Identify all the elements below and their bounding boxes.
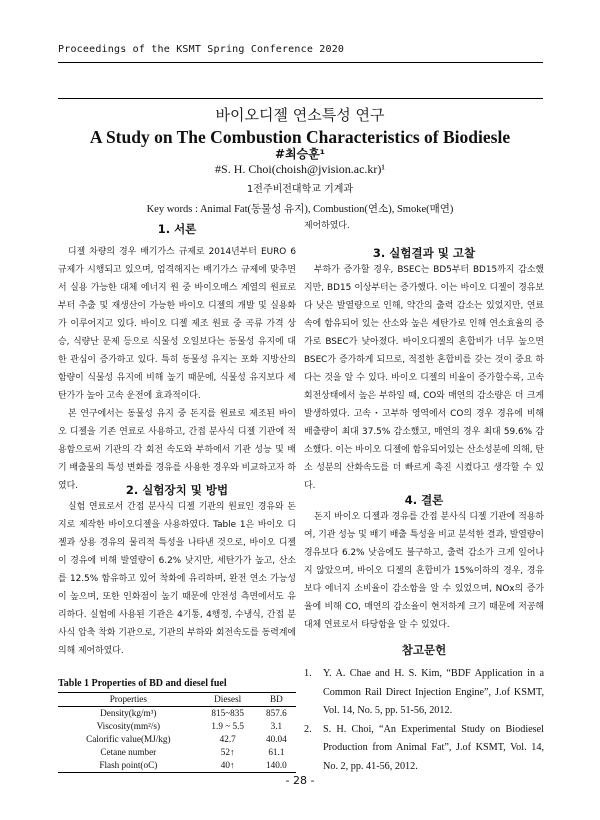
table-row	[58, 746, 296, 759]
results-column	[304, 261, 544, 495]
reference-list	[304, 665, 544, 776]
method-paragraph-1: 실험 연료로서 간접 분사식 디젤 기관의 원료인 경유와 돈지로 제작한 바이오디젤을 사용하였다. Table 1은 바이오 디젤과 상용 경유의 물리적 특성을 나타낸 것으로, 바이오 디젤이 경유에 비해 발열량이 6.2% 낮지만, 세탄가가 높고, 산소를 12.5% 함유하고 있어 착화에 유리하며, 완전 연소 가능성이 높으며, 또한 인화점이 높기 때문에 안전성 측면에서도 유리하다. 실험에 사용된 기관은 4기통, 4행정, 수냉식, 간접 분사식 압축 착화 기관으로, 기관의 부하와 회전속도를 동력계에 의해 제어하였다.	[58, 502, 296, 656]
table-row	[58, 720, 296, 733]
table-cell: Density(kg/m³)	[100, 708, 157, 718]
table-cell: 40.04	[266, 734, 287, 744]
section-heading-references: 참고문헌	[401, 643, 447, 657]
table-caption: Table 1 Properties of BD and diesel fuel	[58, 678, 227, 689]
title-korean: 바이오디젤 연소특성 연구	[215, 106, 385, 124]
table-cell: Flash point(oC)	[58, 759, 199, 773]
table-header-cell: Diesesl	[199, 693, 257, 707]
table-row	[58, 707, 296, 721]
properties-table	[58, 692, 296, 773]
reference-item	[304, 665, 544, 721]
conclusion-paragraph-1: 돈지 바이오 디젤과 경유를 간접 분사식 디젤 기관에 적용하여, 기관 성능 및 배기 배출 특성을 비교 분석한 결과, 발열량이 경유보다 6.2% 낮음에도 불구하고, 출력 감소가 크게 일어나지 않았으며, 바이오 디젤의 혼합비가 15%이하의 경우, 경유보다 에너지 소비율이 감소함을 알 수 있었으며, NOx의 증가율에 비해 CO, 매연의 감소율이 현저하게 크기 때문에 저공해 대체 연료로서 타당함을 알 수 있었다.	[304, 512, 544, 630]
reference-number: 2.	[304, 723, 312, 735]
table-cell: 815~835	[211, 708, 244, 718]
author-korean: #최승훈¹	[274, 147, 326, 161]
table-cell: 140.0	[257, 759, 296, 773]
intro-paragraph-1: 디젤 차량의 경우 배기가스 규제로 2014년부터 EURO 6 규제가 시행되고 있으며, 엄격해지는 배기가스 규제에 맞추면서 실용 가능한 대체 에너지 원 중 바이오매스 계열의 원료로부터 추출 및 재생산이 가능한 바이오 디젤의 개발 및 실용화가 이루어지고 있다. 바이오 디젤 제조 원료 중 곡류 가격 상승, 식량난 문제 등으로 식물성 오일보다는 동물성 유지에 대한 관심이 증가하고 있다. 특히 동물성 유지는 포화 지방산의 함량이 식물성 유지에 비해 높기 때문에, 식물성 유지보다 세탄가가 높아 고속 운전에 효과적이다.	[58, 247, 296, 401]
title-rule	[58, 98, 543, 99]
header-rule	[58, 62, 543, 63]
affiliation: 1전주비전대학교 기계과	[246, 184, 354, 195]
method-continuation: 제어하였다.	[304, 221, 350, 231]
running-header: Proceedings of the KSMT Spring Conference 2020	[58, 44, 345, 55]
table-header-row	[58, 693, 296, 707]
table-cell: 1.9 ~ 5.5	[211, 721, 244, 731]
table-row	[58, 733, 296, 746]
table-cell: 52↑	[220, 747, 235, 757]
reference-text: S. H. Choi, “An Experimental Study on Biodiesel Production from Animal Fat”, J.of KSMT, Vol. 14, No. 2, pp. 41-56, 2012.	[323, 723, 544, 772]
table-cell: 42.7	[219, 734, 236, 744]
table-cell: 40↑	[199, 759, 257, 773]
section-heading-conclusion: 4. 결론	[404, 493, 444, 507]
table-cell: 857.6	[266, 708, 287, 718]
table-cell: 3.1	[270, 721, 283, 731]
intro-paragraph-2: 본 연구에서는 동물성 유지 중 돈지를 원료로 제조된 바이오 디젤을 기존 연료로 사용하고, 간접 분사식 디젤 기관에 적용함으로써 기관의 각 회전 속도와 부하에서 기관 성능 및 배기 배출물의 특성 변화를 경유를 사용한 경우와 비교하고자 하였다.	[58, 409, 296, 491]
section-heading-intro: 1. 서론	[157, 222, 197, 236]
table-cell: Viscosity(mm²/s)	[96, 721, 161, 731]
table-header-cell: Properties	[58, 693, 199, 707]
right-column-top	[304, 217, 544, 235]
title-english: A Study on The Combustion Characteristics of Biodiesle	[89, 127, 511, 147]
table-header-cell: BD	[257, 693, 296, 707]
reference-item	[304, 721, 544, 777]
table-row	[58, 759, 296, 773]
table-cell: Calorific value(MJ/kg)	[86, 734, 171, 744]
reference-text: Y. A. Chae and H. S. Kim, “BDF Application in a Common Rail Direct Injection Engine”, J.of KSMT, Vol. 14, No. 5, pp. 51-56, 2012.	[323, 668, 544, 716]
table-cell: 61.1	[268, 747, 285, 757]
reference-number: 1.	[304, 668, 312, 679]
section-heading-results: 3. 실험결과 및 고찰	[372, 246, 476, 260]
author-english: #S. H. Choi(choish@jvision.ac.kr)¹	[215, 162, 385, 176]
conclusion-column	[304, 508, 544, 634]
page-number: - 28 -	[285, 774, 315, 787]
results-paragraph-1: 부하가 증가할 경우, BSEC는 BD5부터 BD15까지 감소했지만, BD15 이상부터는 증가했다. 이는 바이오 디젤이 경유보다 낮은 발열량으로 인해, 약간의 출력 감소는 있었지만, 연료 속에 함유되어 있는 산소와 높은 세탄가로 인해 연소효율의 증가로 BSEC가 낮아졌다. 바이오디젤의 혼합비가 너무 높으면 BSEC가 증가하게 되므로, 적절한 혼합비를 갖는 것이 중요 하다는 것을 알 수 있다. 바이오 디젤의 비율이 증가할수록, 고속 회전상태에서 높은 부하일 때, CO와 매연의 감소량은 더 크게 발생하였다. 고속・고부하 영역에서 CO의 경우 경유에 비해 배출량이 최대 37.5% 감소했고, 매연의 경우 최대 59.6% 감소했다. 이는 바이오 디젤에 함유되어있는 산소성분에 의해, 탄소 성분의 산화속도를 더 빠르게 촉진 시켰다고 생각할 수 있다.	[304, 265, 544, 491]
left-column	[58, 243, 296, 495]
keywords: Key words : Animal Fat(동물성 유지), Combustion(연소), Smoke(매연)	[146, 204, 454, 215]
table-cell: Cetane number	[100, 747, 157, 757]
method-column	[58, 498, 296, 660]
section-heading-method: 2. 실험장치 및 방법	[125, 483, 229, 497]
